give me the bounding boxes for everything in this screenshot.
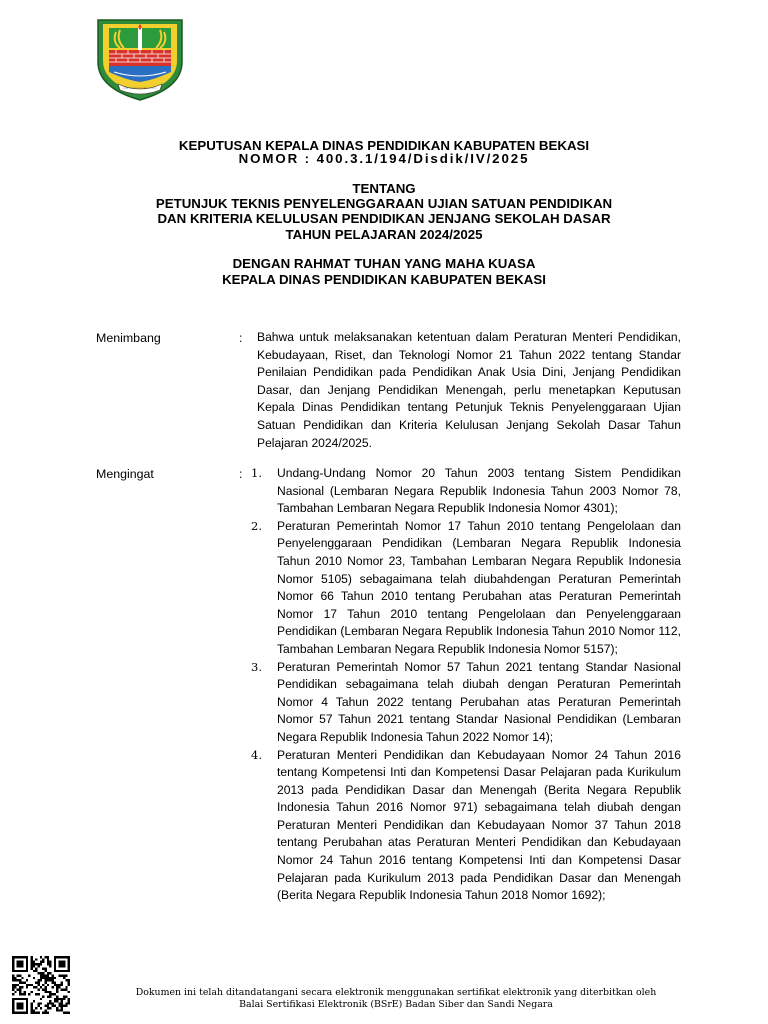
- mengingat-list: [251, 465, 681, 905]
- list-item-number: 2.: [251, 518, 262, 533]
- list-item-number: 1.: [251, 466, 262, 480]
- menimbang-text: Bahwa untuk melaksanakan ketentuan dalam Peraturan Menteri Pendidikan, Kebudayaan, Riset, dan Teknologi Nomor 21 Tahun 2022 tentang Standar Penilaian Pendidikan pada Pendidikan Anak Usia Dini, Jenjang Pendidikan Dasar, dan Jenjang Pendidikan Menengah, perlu menetapkan Keputusan Kepala Dinas Pendidikan tentang Petunjuk Teknis Penyelenggaraan Ujian Satuan Pendidikan dan Kriteria Kelulusan Jenjang Sekolah Dasar Tahun Pelajaran 2024/2025.: [257, 330, 681, 450]
- list-item: [251, 659, 681, 747]
- list-item: [251, 747, 681, 905]
- subject-line: TAHUN PELAJARAN 2024/2025: [285, 226, 483, 242]
- list-item: [251, 465, 681, 518]
- list-item-text: Peraturan Pemerintah Nomor 57 Tahun 2021 tentang Standar Nasional Pendidikan sebagaimana telah diubah dengan Peraturan Pemerintah Nomor 4 Tahun 2022 tentang Perubahan atas Peraturan Pemerintah Nomor 57 Tahun 2021 tentang Standar Nasional Pendidikan (Lembaran Negara Republik Indonesia Tahun 2022 Nomor 14);: [277, 659, 681, 744]
- list-item-number: 4.: [251, 747, 262, 762]
- subject-line: DAN KRITERIA KELULUSAN PENDIDIKAN JENJANG SEKOLAH DASAR: [157, 211, 611, 227]
- menimbang-label: Menimbang: [96, 331, 161, 345]
- kabupaten-bekasi-crest-icon: [94, 18, 186, 102]
- menimbang-colon: :: [239, 331, 243, 345]
- decree-subject: [0, 196, 768, 242]
- mengingat-colon: :: [239, 467, 243, 481]
- list-item-text: Peraturan Pemerintah Nomor 17 Tahun 2010 tentang Pengelolaan dan Penyelenggaraan Pendidikan (Lembaran Negara Republik Indonesia Tahun 2010 Nomor 23, Tambahan Lembaran Negara Republik Indonesia Nomor 5105) sebagaimana telah diubahdengan Peraturan Pemerintah Nomor 66 Tahun 2010 tentang Perubahan atas Peraturan Pemerintah Nomor 17 Tahun 2010 tentang Pengelolaan dan Penyelenggaraan Pendidikan (Lembaran Negara Republik Indonesia Tahun 2010 Nomor 112, Tambahan Lembaran Negara Republik Indonesia Nomor 5157);: [277, 518, 681, 656]
- list-item-number: 3.: [251, 659, 262, 674]
- list-item: [251, 518, 681, 659]
- blessing: [0, 256, 768, 287]
- list-item-text: Undang-Undang Nomor 20 Tahun 2003 tentang Sistem Pendidikan Nasional (Lembaran Negara Republik Indonesia Tahun 2003 Nomor 78, Tambahan Lembaran Negara Republik Indonesia Nomor 4301);: [277, 466, 681, 516]
- e-signature-notice: [96, 987, 696, 1011]
- mengingat-label: Mengingat: [96, 467, 154, 481]
- qr-code-icon: [12, 956, 70, 1014]
- subject-line: PETUNJUK TEKNIS PENYELENGGARAAN UJIAN SATUAN PENDIDIKAN: [155, 196, 613, 211]
- decree-title: KEPUTUSAN KEPALA DINAS PENDIDIKAN KABUPATEN BEKASI: [178, 138, 590, 153]
- list-item-text: Peraturan Menteri Pendidikan dan Kebudayaan Nomor 24 Tahun 2016 tentang Kompetensi Inti dan Kompetensi Dasar Pelajaran pada Kurikulum 2013 pada Pendidikan Dasar dan Menengah (Berita Negara Republik Indonesia Tahun 2016 Nomor 971) sebagaimana telah diubah dengan Peraturan Menteri Pendidikan dan Kebudayaan Nomor 37 Tahun 2018 tentang Perubahan atas Peraturan Menteri Pendidikan dan Kebudayaan Nomor 24 Tahun 2016 tentang Kompetensi Inti dan Kompetensi Dasar Pelajaran pada Kurikulum 2013 pada Pendidikan Dasar dan Menengah (Berita Negara Republik Indonesia Tahun 2018 Nomor 1692);: [277, 747, 681, 903]
- decree-number: NOMOR : 400.3.1/194/Disdik/IV/2025: [238, 151, 530, 166]
- blessing-line: KEPALA DINAS PENDIDIKAN KABUPATEN BEKASI: [222, 271, 546, 287]
- blessing-line: DENGAN RAHMAT TUHAN YANG MAHA KUASA: [232, 256, 536, 271]
- tentang-heading: TENTANG: [352, 181, 416, 196]
- footer-line: Dokumen ini telah ditandatangani secara elektronik menggunakan sertifikat elektronik yang diterbitkan oleh: [135, 987, 657, 998]
- footer-line: Balai Sertifikasi Elektronik (BSrE) Badan Siber dan Sandi Negara: [239, 999, 553, 1010]
